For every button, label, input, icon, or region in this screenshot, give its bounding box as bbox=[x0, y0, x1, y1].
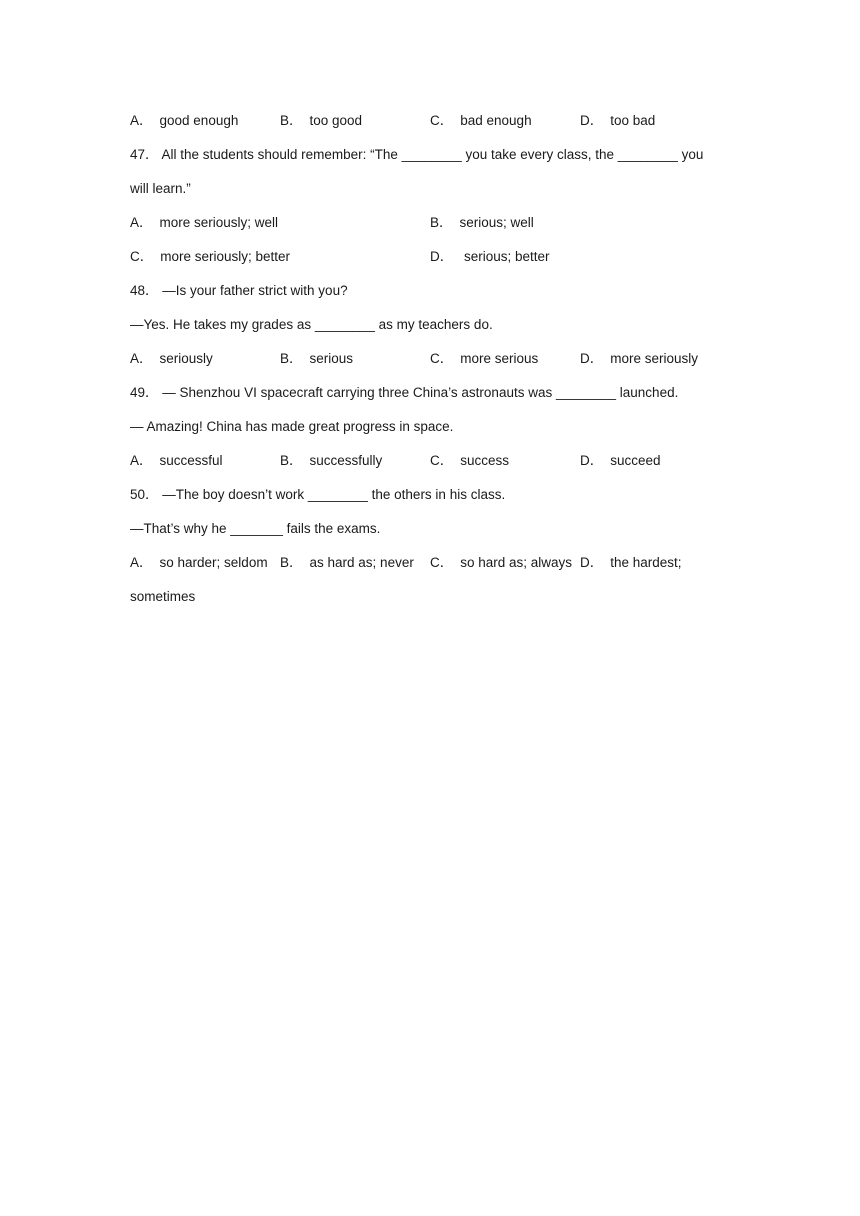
q49-option-b: B． successfully bbox=[280, 453, 383, 468]
q50-option-a: A． so harder; seldom bbox=[130, 555, 268, 570]
document-page bbox=[130, 110, 730, 620]
q48-stem-line1: 48． —Is your father strict with you? bbox=[130, 283, 348, 298]
q47-stem-line2: will learn.” bbox=[130, 181, 191, 196]
q50-option-c: C． so hard as; always bbox=[430, 555, 573, 570]
q46-option-b: B． too good bbox=[280, 113, 363, 128]
q46-option-d: D． too bad bbox=[580, 113, 656, 128]
q49-stem-line1: 49． — Shenzhou VI spacecraft carrying three China’s astronauts was ________ launched. bbox=[130, 385, 679, 400]
q49-stem-line2: — Amazing! China has made great progress in space. bbox=[130, 419, 454, 434]
q47-option-c: C． more seriously; better bbox=[130, 249, 291, 264]
q50-stem-line2: —That’s why he _______ fails the exams. bbox=[130, 521, 381, 536]
q50-option-d-wrap: sometimes bbox=[130, 589, 196, 604]
q47-options-row1 bbox=[130, 212, 730, 246]
q50-option-d: D． the hardest; bbox=[580, 555, 682, 570]
q50-options bbox=[130, 552, 730, 586]
q48-option-b: B． serious bbox=[280, 351, 354, 366]
q47-option-d: D． serious; better bbox=[430, 249, 550, 264]
q46-option-c: C． bad enough bbox=[430, 113, 532, 128]
q48-option-a: A． seriously bbox=[130, 351, 213, 366]
q47-options-row2 bbox=[130, 246, 730, 280]
q48-option-c: C． more serious bbox=[430, 351, 539, 366]
q48-options bbox=[130, 348, 730, 382]
q49-option-c: C． success bbox=[430, 453, 510, 468]
q49-option-d: D． succeed bbox=[580, 453, 661, 468]
q49-option-a: A． successful bbox=[130, 453, 223, 468]
q46-options bbox=[130, 110, 730, 144]
q48-stem-line2: —Yes. He takes my grades as ________ as my teachers do. bbox=[130, 317, 493, 332]
q47-option-b: B． serious; well bbox=[430, 215, 534, 230]
q46-option-a: A． good enough bbox=[130, 113, 239, 128]
q49-options bbox=[130, 450, 730, 484]
q50-stem-line1: 50． —The boy doesn’t work ________ the others in his class. bbox=[130, 487, 506, 502]
q47-stem-line1: 47． All the students should remember: “The ________ you take every class, the ________ you bbox=[130, 147, 704, 162]
q47-option-a: A． more seriously; well bbox=[130, 215, 279, 230]
q50-option-b: B． as hard as; never bbox=[280, 555, 414, 570]
q48-option-d: D． more seriously bbox=[580, 351, 699, 366]
